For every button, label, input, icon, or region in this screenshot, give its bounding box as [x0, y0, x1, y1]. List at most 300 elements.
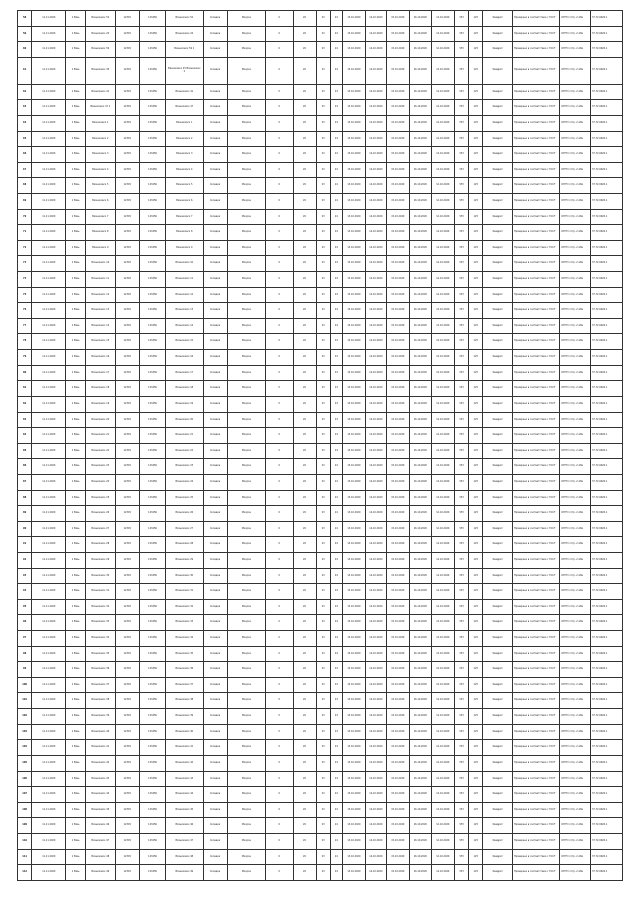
cell-value-b: 20 — [293, 740, 316, 756]
cell-date-2: 14.10.2020 — [365, 256, 386, 272]
table-row — [18, 693, 623, 709]
cell-value-c: 23 — [316, 225, 330, 241]
table-row — [18, 490, 623, 506]
cell-row-number: 102 — [18, 709, 32, 725]
cell-condition: Мокрое — [227, 396, 265, 412]
cell-note: Проверено в соответствии с ГОСТ — [513, 615, 560, 631]
cell-row-number: 112 — [18, 865, 32, 881]
cell-note: Проверено в соответствии с ГОСТ — [513, 584, 560, 600]
cell-row-number: 74 — [18, 272, 32, 288]
cell-registration: ОГРН 1 Стр. 2 Абв — [560, 396, 591, 412]
cell-condition: Мокрое — [227, 412, 265, 428]
cell-code-b: 123456 — [139, 162, 165, 178]
cell-date-4: 16.10.2020 — [409, 849, 431, 865]
cell-type: Квадрат — [483, 740, 513, 756]
cell-region: 1 Вязь — [66, 693, 86, 709]
cell-type: Квадрат — [483, 818, 513, 834]
cell-value-a: 0 — [266, 178, 293, 194]
cell-category: Складка — [203, 568, 227, 584]
cell-condition: Мокрое — [227, 662, 265, 678]
cell-date-2: 14.10.2020 — [365, 209, 386, 225]
records-table — [17, 10, 623, 881]
cell-date: 11.11.2020 — [32, 11, 66, 27]
cell-code-b: 123456 — [139, 724, 165, 740]
cell-date-3: 15.10.2020 — [386, 459, 409, 475]
cell-row-number: 92 — [18, 552, 32, 568]
cell-row-number: 73 — [18, 256, 32, 272]
cell-type: Квадрат — [483, 162, 513, 178]
cell-date-5: 12.10.2020 — [431, 506, 454, 522]
cell-date-3: 15.10.2020 — [386, 147, 409, 163]
cell-value-d: 24 — [330, 240, 342, 256]
cell-code-b: 123456 — [139, 256, 165, 272]
cell-date-4: 16.10.2020 — [409, 490, 431, 506]
cell-category: Складка — [203, 193, 227, 209]
cell-date-4: 16.10.2020 — [409, 365, 431, 381]
cell-value-d: 24 — [330, 802, 342, 818]
cell-count-b: 125 — [469, 818, 483, 834]
table-row — [18, 209, 623, 225]
cell-note: Проверено в соответствии с ГОСТ — [513, 428, 560, 444]
cell-date-1: 13.10.2020 — [342, 193, 365, 209]
table-row — [18, 802, 623, 818]
cell-row-number: 97 — [18, 631, 32, 647]
cell-date-4: 16.10.2020 — [409, 568, 431, 584]
table-row — [18, 709, 623, 725]
cell-date-2: 14.10.2020 — [365, 272, 386, 288]
cell-registration: ОГРН 1 Стр. 2 Абв — [560, 693, 591, 709]
cell-registration: ОГРН 1 Стр. 2 Абв — [560, 225, 591, 241]
cell-category: Складка — [203, 350, 227, 366]
cell-code-b: 123456 — [139, 459, 165, 475]
cell-reference: 37.72.0026.1 — [590, 771, 622, 787]
cell-region: 1 Вязь — [66, 256, 86, 272]
cell-code-b: 123456 — [139, 833, 165, 849]
table-row — [18, 537, 623, 553]
cell-row-number: 65 — [18, 131, 32, 147]
cell-value-d: 24 — [330, 396, 342, 412]
cell-type: Квадрат — [483, 443, 513, 459]
cell-date-5: 12.10.2020 — [431, 240, 454, 256]
cell-value-d: 24 — [330, 677, 342, 693]
cell-category: Складка — [203, 584, 227, 600]
cell-date-3: 15.10.2020 — [386, 318, 409, 334]
table-row — [18, 42, 623, 58]
cell-date-2: 14.10.2020 — [365, 833, 386, 849]
cell-type: Квадрат — [483, 521, 513, 537]
cell-registration: ОГРН 1 Стр. 2 Абв — [560, 26, 591, 42]
cell-date-3: 15.10.2020 — [386, 115, 409, 131]
cell-registration: ОГРН 1 Стр. 2 Абв — [560, 459, 591, 475]
cell-code-b: 123456 — [139, 225, 165, 241]
cell-region: 1 Вязь — [66, 272, 86, 288]
cell-object-description: Вязниковск 38 — [166, 693, 203, 709]
cell-value-c: 23 — [316, 240, 330, 256]
cell-type: Квадрат — [483, 506, 513, 522]
cell-reference: 37.72.0026.1 — [590, 787, 622, 803]
cell-date-1: 13.10.2020 — [342, 849, 365, 865]
cell-date-4: 16.10.2020 — [409, 474, 431, 490]
cell-count-b: 125 — [469, 256, 483, 272]
cell-category: Складка — [203, 771, 227, 787]
cell-registration: ОГРН 1 Стр. 2 Абв — [560, 42, 591, 58]
cell-date-5: 12.10.2020 — [431, 584, 454, 600]
cell-object-description: Вязниковск 33 — [166, 615, 203, 631]
cell-date-2: 14.10.2020 — [365, 849, 386, 865]
cell-date-1: 13.10.2020 — [342, 272, 365, 288]
cell-code-b: 123456 — [139, 802, 165, 818]
cell-value-b: 20 — [293, 193, 316, 209]
cell-date: 11.11.2020 — [32, 552, 66, 568]
cell-date-5: 12.10.2020 — [431, 131, 454, 147]
cell-value-b: 20 — [293, 428, 316, 444]
cell-value-b: 20 — [293, 240, 316, 256]
cell-date-1: 13.10.2020 — [342, 334, 365, 350]
cell-type: Квадрат — [483, 849, 513, 865]
cell-date-1: 13.10.2020 — [342, 365, 365, 381]
cell-object-name: Вязниковск 27 — [86, 521, 116, 537]
cell-code-a: 12345 — [115, 318, 139, 334]
cell-value-a: 0 — [266, 131, 293, 147]
cell-value-d: 24 — [330, 100, 342, 116]
cell-date-1: 13.10.2020 — [342, 584, 365, 600]
cell-count-a: 333 — [454, 365, 468, 381]
cell-type: Квадрат — [483, 428, 513, 444]
cell-count-a: 333 — [454, 755, 468, 771]
cell-date-5: 12.10.2020 — [431, 818, 454, 834]
cell-region: 1 Вязь — [66, 537, 86, 553]
cell-category: Складка — [203, 256, 227, 272]
cell-object-description: Вязниковск 18 — [166, 381, 203, 397]
cell-object-description: Вязниковск 45 Вязниковск 2 — [166, 57, 203, 84]
cell-row-number: 84 — [18, 428, 32, 444]
cell-code-a: 12345 — [115, 833, 139, 849]
cell-value-a: 0 — [266, 162, 293, 178]
cell-value-c: 23 — [316, 584, 330, 600]
cell-row-number: 99 — [18, 662, 32, 678]
cell-date-1: 13.10.2020 — [342, 771, 365, 787]
cell-date-2: 14.10.2020 — [365, 802, 386, 818]
cell-date-5: 12.10.2020 — [431, 318, 454, 334]
cell-date-1: 13.10.2020 — [342, 412, 365, 428]
cell-value-c: 23 — [316, 662, 330, 678]
cell-code-b: 123456 — [139, 771, 165, 787]
cell-count-b: 125 — [469, 490, 483, 506]
cell-reference: 37.72.0026.1 — [590, 225, 622, 241]
cell-value-d: 24 — [330, 287, 342, 303]
cell-code-a: 12345 — [115, 740, 139, 756]
cell-value-b: 20 — [293, 709, 316, 725]
cell-code-a: 12345 — [115, 287, 139, 303]
cell-date-5: 12.10.2020 — [431, 459, 454, 475]
cell-row-number: 101 — [18, 693, 32, 709]
cell-value-c: 23 — [316, 287, 330, 303]
table-row — [18, 677, 623, 693]
cell-value-c: 23 — [316, 11, 330, 27]
cell-reference: 37.72.0026.1 — [590, 474, 622, 490]
cell-date-3: 15.10.2020 — [386, 568, 409, 584]
cell-value-d: 24 — [330, 490, 342, 506]
cell-date-3: 15.10.2020 — [386, 428, 409, 444]
cell-date-4: 16.10.2020 — [409, 381, 431, 397]
cell-reference: 37.72.0026.1 — [590, 272, 622, 288]
cell-value-a: 0 — [266, 537, 293, 553]
cell-object-name: Вязниковск 47 — [86, 833, 116, 849]
cell-condition: Мокрое — [227, 162, 265, 178]
cell-object-name: Вязниковск 33 — [86, 615, 116, 631]
cell-date: 11.11.2020 — [32, 755, 66, 771]
cell-count-a: 333 — [454, 443, 468, 459]
cell-date-1: 13.10.2020 — [342, 178, 365, 194]
cell-value-a: 0 — [266, 334, 293, 350]
cell-type: Квадрат — [483, 26, 513, 42]
cell-object-description: Вязниковск 40 — [166, 724, 203, 740]
cell-condition: Мокрое — [227, 740, 265, 756]
cell-code-a: 12345 — [115, 506, 139, 522]
cell-value-a: 0 — [266, 318, 293, 334]
cell-date-4: 16.10.2020 — [409, 303, 431, 319]
cell-date-3: 15.10.2020 — [386, 42, 409, 58]
cell-value-a: 0 — [266, 740, 293, 756]
cell-condition: Мокрое — [227, 381, 265, 397]
cell-value-b: 20 — [293, 350, 316, 366]
cell-condition: Мокрое — [227, 256, 265, 272]
cell-value-c: 23 — [316, 42, 330, 58]
cell-value-d: 24 — [330, 474, 342, 490]
cell-date-2: 14.10.2020 — [365, 521, 386, 537]
table-row — [18, 662, 623, 678]
cell-value-d: 24 — [330, 412, 342, 428]
cell-note: Проверено в соответствии с ГОСТ — [513, 724, 560, 740]
cell-category: Складка — [203, 412, 227, 428]
cell-value-a: 0 — [266, 865, 293, 881]
cell-condition: Мокрое — [227, 865, 265, 881]
cell-code-a: 12345 — [115, 459, 139, 475]
cell-value-b: 20 — [293, 26, 316, 42]
cell-row-number: 60 — [18, 42, 32, 58]
cell-note: Проверено в соответствии с ГОСТ — [513, 865, 560, 881]
cell-condition: Мокрое — [227, 584, 265, 600]
cell-value-b: 20 — [293, 318, 316, 334]
cell-value-d: 24 — [330, 521, 342, 537]
cell-code-b: 123456 — [139, 240, 165, 256]
cell-value-c: 23 — [316, 771, 330, 787]
cell-value-b: 20 — [293, 100, 316, 116]
cell-date-4: 16.10.2020 — [409, 131, 431, 147]
cell-count-a: 333 — [454, 771, 468, 787]
cell-date-5: 12.10.2020 — [431, 256, 454, 272]
cell-code-b: 123456 — [139, 474, 165, 490]
cell-type: Квадрат — [483, 131, 513, 147]
cell-object-description: Вязниковск 44 — [166, 787, 203, 803]
cell-value-d: 24 — [330, 178, 342, 194]
cell-region: 1 Вязь — [66, 131, 86, 147]
cell-date: 11.11.2020 — [32, 537, 66, 553]
cell-region: 1 Вязь — [66, 396, 86, 412]
table-row — [18, 11, 623, 27]
cell-value-d: 24 — [330, 833, 342, 849]
cell-reference: 37.72.0026.1 — [590, 631, 622, 647]
table-row — [18, 646, 623, 662]
cell-value-c: 23 — [316, 615, 330, 631]
cell-category: Складка — [203, 131, 227, 147]
cell-count-b: 125 — [469, 443, 483, 459]
cell-value-b: 20 — [293, 833, 316, 849]
cell-category: Складка — [203, 521, 227, 537]
cell-code-b: 123456 — [139, 537, 165, 553]
cell-object-description: Вязниковск 3 — [166, 147, 203, 163]
cell-region: 1 Вязь — [66, 677, 86, 693]
table-row — [18, 443, 623, 459]
cell-region: 1 Вязь — [66, 100, 86, 116]
cell-object-name: Вязниковск 25 — [86, 490, 116, 506]
cell-date-4: 16.10.2020 — [409, 740, 431, 756]
cell-note: Проверено в соответствии с ГОСТ — [513, 303, 560, 319]
cell-date-3: 15.10.2020 — [386, 26, 409, 42]
cell-registration: ОГРН 1 Стр. 2 Абв — [560, 412, 591, 428]
cell-value-c: 23 — [316, 506, 330, 522]
cell-reference: 37.72.0026.1 — [590, 334, 622, 350]
cell-date-3: 15.10.2020 — [386, 131, 409, 147]
cell-value-c: 23 — [316, 724, 330, 740]
cell-code-a: 12345 — [115, 131, 139, 147]
cell-condition: Мокрое — [227, 303, 265, 319]
cell-region: 1 Вязь — [66, 662, 86, 678]
cell-count-b: 125 — [469, 709, 483, 725]
cell-code-a: 12345 — [115, 521, 139, 537]
cell-reference: 37.72.0026.1 — [590, 818, 622, 834]
cell-region: 1 Вязь — [66, 787, 86, 803]
cell-registration: ОГРН 1 Стр. 2 Абв — [560, 115, 591, 131]
cell-category: Складка — [203, 833, 227, 849]
cell-condition: Мокрое — [227, 693, 265, 709]
cell-date-3: 15.10.2020 — [386, 818, 409, 834]
cell-object-description: Вязниковск 43 — [166, 771, 203, 787]
cell-count-a: 333 — [454, 334, 468, 350]
cell-reference: 37.72.0026.1 — [590, 459, 622, 475]
cell-row-number: 77 — [18, 318, 32, 334]
cell-value-a: 0 — [266, 412, 293, 428]
cell-type: Квадрат — [483, 396, 513, 412]
cell-date-2: 14.10.2020 — [365, 631, 386, 647]
cell-date-2: 14.10.2020 — [365, 740, 386, 756]
cell-object-description: Вязниковск 12 — [166, 287, 203, 303]
cell-value-c: 23 — [316, 787, 330, 803]
cell-count-a: 333 — [454, 802, 468, 818]
cell-count-a: 333 — [454, 42, 468, 58]
cell-category: Складка — [203, 209, 227, 225]
cell-code-b: 123456 — [139, 865, 165, 881]
cell-date-2: 14.10.2020 — [365, 755, 386, 771]
cell-value-a: 0 — [266, 552, 293, 568]
cell-reference: 37.72.0026.1 — [590, 84, 622, 100]
cell-registration: ОГРН 1 Стр. 2 Абв — [560, 755, 591, 771]
cell-value-a: 0 — [266, 506, 293, 522]
cell-object-name: Вязниковск 40 — [86, 724, 116, 740]
cell-code-a: 12345 — [115, 615, 139, 631]
cell-value-a: 0 — [266, 677, 293, 693]
cell-object-name: Вязниковск 38 — [86, 693, 116, 709]
cell-date-2: 14.10.2020 — [365, 568, 386, 584]
cell-code-b: 123456 — [139, 365, 165, 381]
table-row — [18, 459, 623, 475]
cell-date-2: 14.10.2020 — [365, 709, 386, 725]
cell-note: Проверено в соответствии с ГОСТ — [513, 506, 560, 522]
cell-value-d: 24 — [330, 350, 342, 366]
cell-code-b: 123456 — [139, 693, 165, 709]
cell-category: Складка — [203, 459, 227, 475]
cell-category: Складка — [203, 42, 227, 58]
cell-count-b: 125 — [469, 631, 483, 647]
cell-value-d: 24 — [330, 740, 342, 756]
cell-date-1: 13.10.2020 — [342, 396, 365, 412]
cell-date-2: 14.10.2020 — [365, 584, 386, 600]
cell-value-a: 0 — [266, 833, 293, 849]
cell-reference: 37.72.0026.1 — [590, 147, 622, 163]
cell-count-b: 125 — [469, 865, 483, 881]
cell-count-b: 125 — [469, 131, 483, 147]
cell-registration: ОГРН 1 Стр. 2 Абв — [560, 506, 591, 522]
cell-type: Квадрат — [483, 662, 513, 678]
cell-code-a: 12345 — [115, 100, 139, 116]
cell-count-a: 333 — [454, 537, 468, 553]
cell-value-b: 20 — [293, 693, 316, 709]
cell-note: Проверено в соответствии с ГОСТ — [513, 162, 560, 178]
cell-date: 11.11.2020 — [32, 787, 66, 803]
cell-value-c: 23 — [316, 84, 330, 100]
cell-registration: ОГРН 1 Стр. 2 Абв — [560, 303, 591, 319]
table-row — [18, 849, 623, 865]
table-row — [18, 615, 623, 631]
cell-date-2: 14.10.2020 — [365, 350, 386, 366]
cell-date-4: 16.10.2020 — [409, 615, 431, 631]
cell-code-b: 123456 — [139, 818, 165, 834]
cell-date-3: 15.10.2020 — [386, 209, 409, 225]
cell-value-b: 20 — [293, 552, 316, 568]
cell-date-5: 12.10.2020 — [431, 162, 454, 178]
cell-object-name: Вязниковск 24 — [86, 26, 116, 42]
cell-date: 11.11.2020 — [32, 724, 66, 740]
cell-date-5: 12.10.2020 — [431, 865, 454, 881]
cell-date-5: 12.10.2020 — [431, 662, 454, 678]
cell-reference: 37.72.0026.1 — [590, 287, 622, 303]
cell-region: 1 Вязь — [66, 521, 86, 537]
cell-count-a: 333 — [454, 740, 468, 756]
cell-value-a: 0 — [266, 396, 293, 412]
cell-date-5: 12.10.2020 — [431, 521, 454, 537]
cell-date: 11.11.2020 — [32, 833, 66, 849]
cell-date-2: 14.10.2020 — [365, 84, 386, 100]
cell-type: Квадрат — [483, 334, 513, 350]
cell-count-b: 125 — [469, 57, 483, 84]
cell-date-5: 12.10.2020 — [431, 631, 454, 647]
cell-date-3: 15.10.2020 — [386, 396, 409, 412]
cell-code-a: 12345 — [115, 662, 139, 678]
cell-category: Складка — [203, 490, 227, 506]
cell-date-2: 14.10.2020 — [365, 615, 386, 631]
cell-date-5: 12.10.2020 — [431, 599, 454, 615]
cell-count-a: 333 — [454, 240, 468, 256]
table-row — [18, 147, 623, 163]
cell-code-a: 12345 — [115, 412, 139, 428]
table-row — [18, 131, 623, 147]
cell-condition: Мокрое — [227, 272, 265, 288]
cell-type: Квадрат — [483, 11, 513, 27]
cell-date-3: 15.10.2020 — [386, 240, 409, 256]
cell-count-a: 333 — [454, 11, 468, 27]
cell-value-c: 23 — [316, 693, 330, 709]
cell-row-number: 72 — [18, 240, 32, 256]
